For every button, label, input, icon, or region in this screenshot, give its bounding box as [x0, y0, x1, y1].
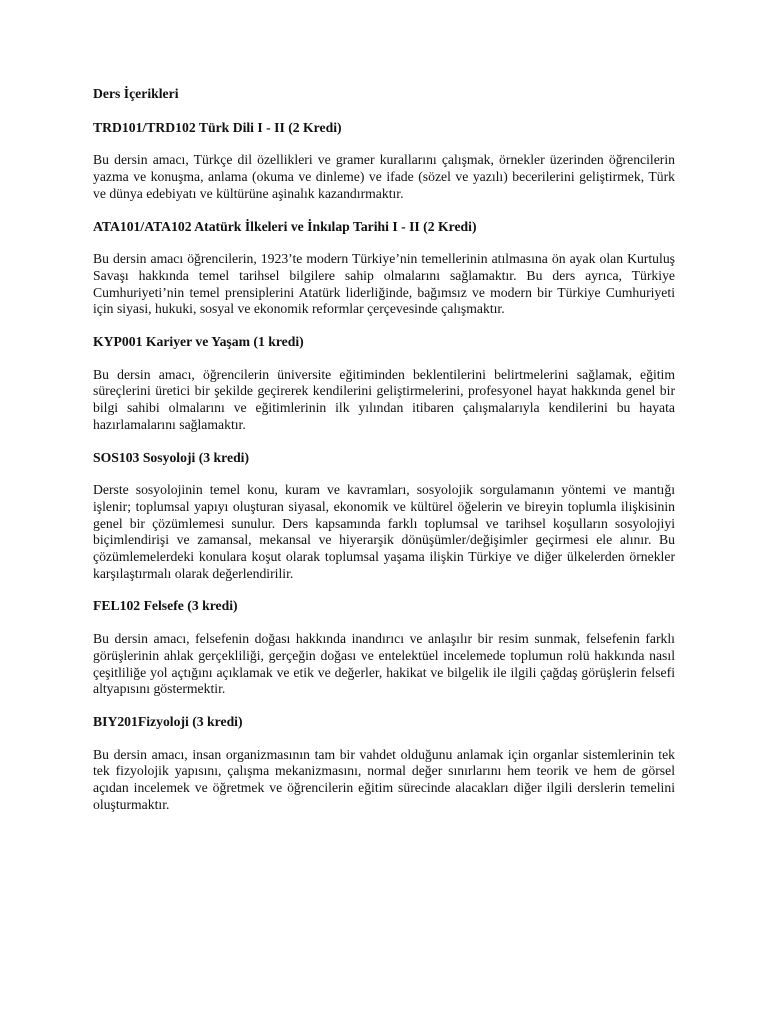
course-heading: KYP001 Kariyer ve Yaşam (1 kredi) [93, 334, 304, 350]
course-heading: FEL102 Felsefe (3 kredi) [93, 598, 238, 614]
course-heading: TRD101/TRD102 Türk Dili I - II (2 Kredi) [93, 119, 342, 135]
course-description: Bu dersin amacı, insan organizmasının tam bir vahdet olduğunu anlamak için organlar sistemlerinin tek tek fizyolojik yapısını, çalışma mekanizmasını, normal değer sınırlarını hem teorik ve hem de görsel açıdan incelemek ve öğretmek ve öğrencilerin eğitim sürecinde alacakları diğer ilgili derslerin temelini oluşturmaktır. [93, 746, 675, 812]
course-section-trd101 [93, 120, 675, 203]
course-section-fel102 [93, 598, 675, 698]
course-description: Bu dersin amacı öğrencilerin, 1923’te modern Türkiye’nin temellerinin atılmasına ön ayak olan Kurtuluş Savaşı hakkında temel tarihsel bilgilere sahip olmalarını sağlamaktır. Bu ders ayrıca, Türkiye Cumhuriyeti’nin temel prensiplerini Atatürk liderliğinde, bağımsız ve modern bir Türkiye Cumhuriyeti için siyasi, hukuki, sosyal ve ekonomik reformlar çerçevesinde çalışmaktır. [93, 251, 675, 317]
course-section-ata101 [93, 219, 675, 319]
course-description: Bu dersin amacı, öğrencilerin üniversite eğitiminden beklentilerini belirtmelerini sağlamak, eğitim süreçlerini üretici bir şekilde geçirerek kendilerini geliştirmelerini, profesyonel hayat hakkında genel bir bilgi sahibi olmalarını ve eğitimlerinin ilk yılından itibaren çalışmalarıyla kendilerini bu hayata hazırlamalarını sağlamaktır. [93, 366, 675, 432]
course-section-biy201 [93, 714, 675, 814]
document-title: Ders İçerikleri [93, 86, 179, 101]
course-section-sos103 [93, 450, 675, 583]
course-section-kyp001 [93, 334, 675, 434]
course-heading: BIY201Fizyoloji (3 kredi) [93, 713, 243, 729]
course-heading: ATA101/ATA102 Atatürk İlkeleri ve İnkılap Tarihi I - II (2 Kredi) [93, 218, 477, 234]
course-description: Derste sosyolojinin temel konu, kuram ve kavramları, sosyolojik sorgulamanın yöntemi ve mantığı işlenir; toplumsal yapıyı oluşturan siyasal, ekonomik ve kültürel öğelerin ve bireyin toplumla ilişkisinin genel bir çözümlemesi sunulur. Ders kapsamında farklı toplumsal ve tarihsel koşulların sosyolojiyi biçimlendirişi ve zamansal, mekansal ve hiyerarşik dönüşümler/değişimler geçirmesi ele alınır. Bu çözümlemelerdeki konulara koşut olarak toplumsal yaşama ilişkin Türkiye ve diğer ülkelerden örnekler karşılaştırmalı olarak değerlendirilir. [93, 482, 675, 581]
course-description: Bu dersin amacı, Türkçe dil özellikleri ve gramer kurallarını çalışmak, örnekler üzerinden öğrencilerin yazma ve konuşma, anlama (okuma ve dinleme) ve ifade (sözel ve yazılı) becerilerini geliştirmek, Türk ve dünya edebiyatı ve kültürüne aşinalık kazandırmaktır. [93, 152, 675, 201]
course-heading: SOS103 Sosyoloji (3 kredi) [93, 449, 250, 465]
course-description: Bu dersin amacı, felsefenin doğası hakkında inandırıcı ve anlaşılır bir resim sunmak, felsefenin farklı görüşlerinin ahlak gerçekliliği, gerçeğin doğası ve entelektüel incelemede toplumun rolü hakkında nasıl çeşitliliğe yol açtığını açıklamak ve etik ve değerler, hakikat ve bilgelik ile ilgili çağdaş görüşlerin felsefi altyapısını göstermektir. [93, 631, 675, 697]
